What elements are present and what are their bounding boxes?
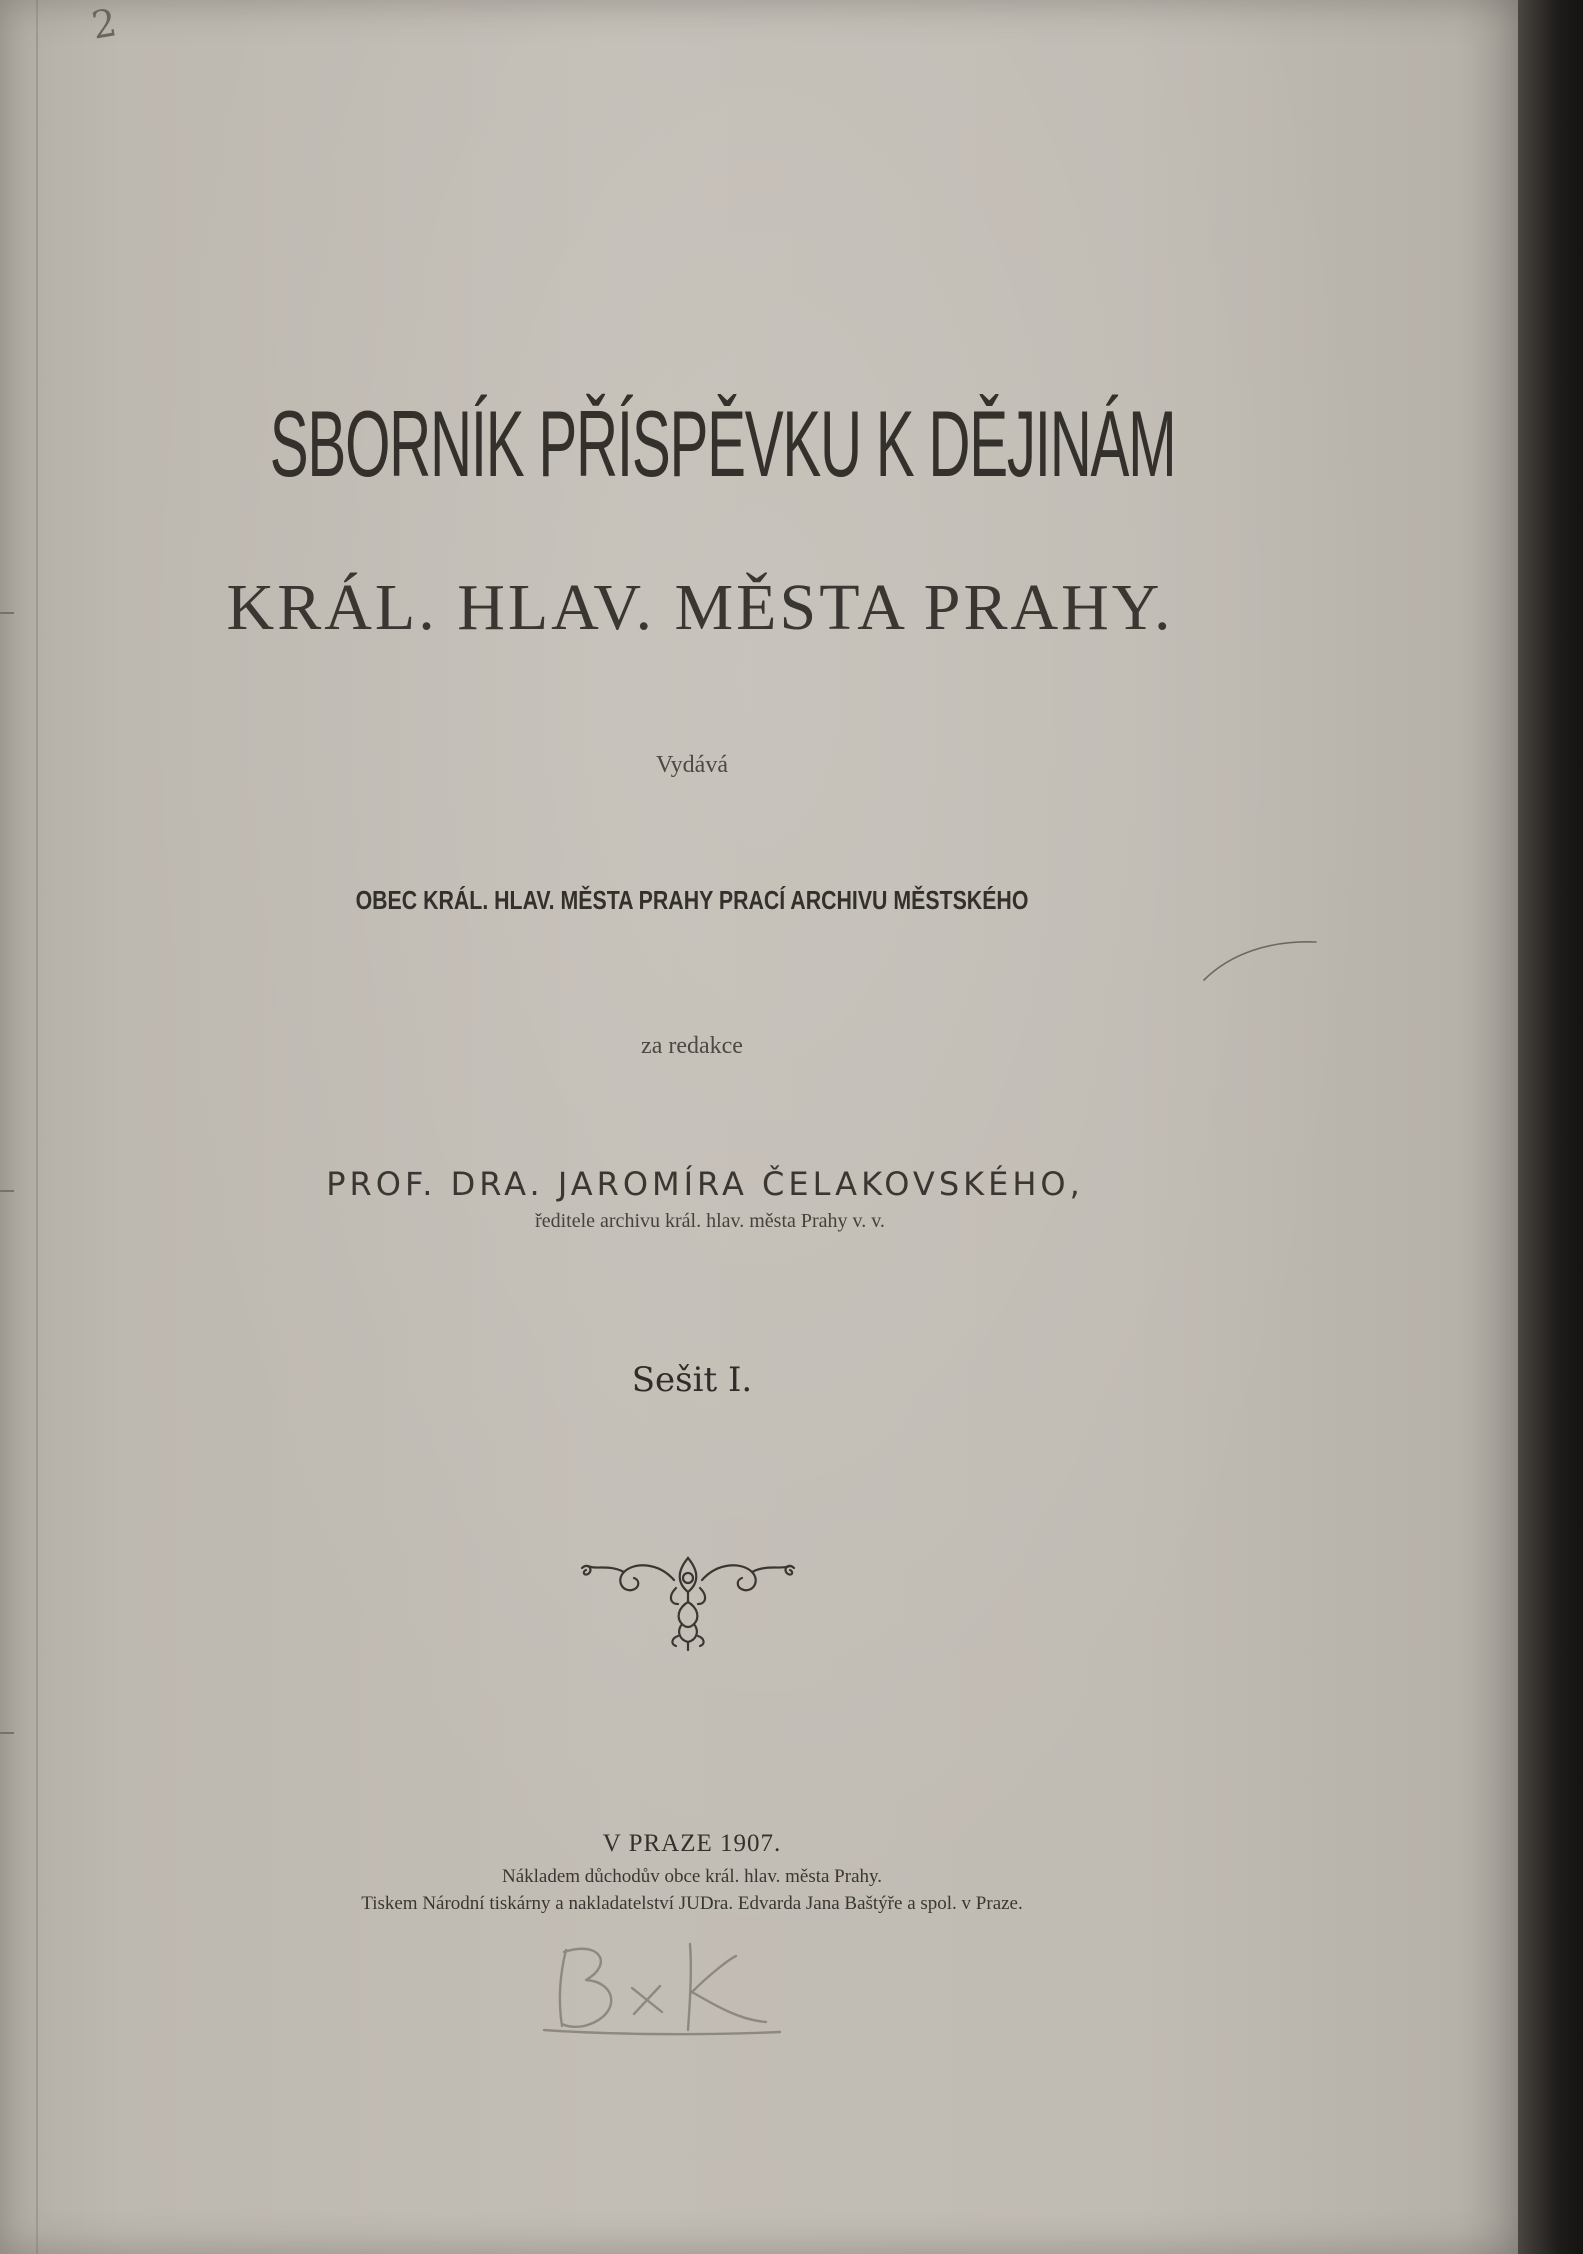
published-by-label: Vydává <box>656 752 728 778</box>
publisher-line: OBEC KRÁL. HLAV. MĚSTA PRAHY PRACÍ ARCHIVU MĚSTSKÉHO <box>355 885 1029 915</box>
issue-label: Sešit I. <box>631 1360 753 1400</box>
title-line-2: KRÁL. HLAV. MĚSTA PRAHY. <box>226 571 1174 644</box>
imprint-line-2: Tiskem Národní tiskárny a nakladatelství JUDra. Edvarda Jana Baštýře a spol. v Praze. <box>361 1893 1023 1914</box>
place-year: V PRAZE 1907. <box>602 1830 782 1857</box>
corner-pencil-mark: 2 <box>88 0 120 48</box>
imprint-line-1: Nákladem důchodův obce král. hlav. města Prahy. <box>501 1866 883 1887</box>
title-line-1: SBORNÍK PŘÍSPĚVKU K DĚJINÁM <box>269 391 1176 496</box>
editor-name: PROF. DRA. JAROMÍRA ČELAKOVSKÉHO, <box>326 1165 1084 1203</box>
margin-tick <box>0 1732 14 1734</box>
left-fold-line <box>36 0 38 2254</box>
paper-scratch-mark <box>1200 930 1320 990</box>
ornament-icon <box>578 1540 798 1660</box>
editorship-label: za redakce <box>641 1033 743 1059</box>
scan-edge-shadow <box>1518 0 1583 2254</box>
editor-role: ředitele archivu král. hlav. města Prahy v. v. <box>535 1210 885 1232</box>
pencil-annotation <box>540 1930 800 2040</box>
